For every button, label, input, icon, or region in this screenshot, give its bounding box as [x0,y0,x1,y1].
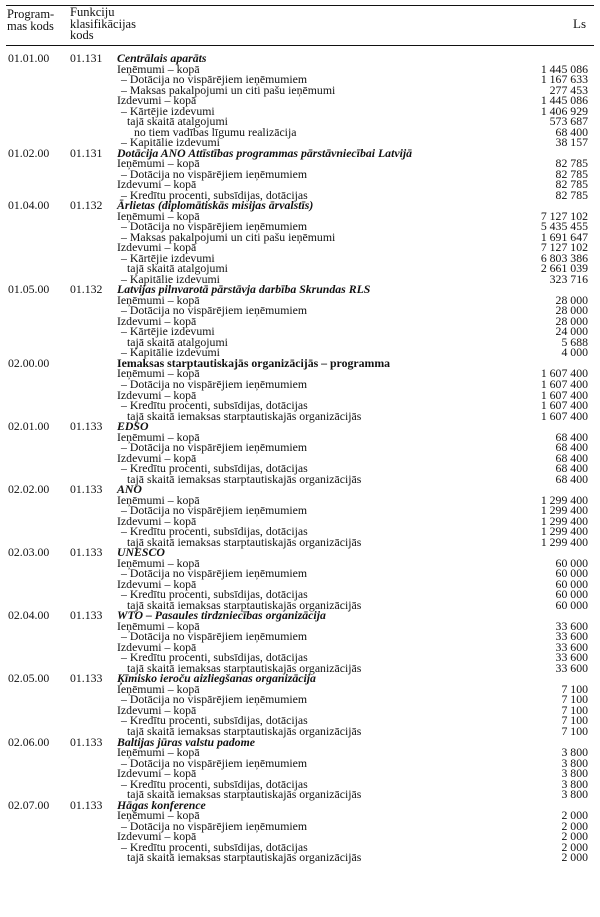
table-row [0,852,600,863]
row-value: 28 000 [555,313,588,328]
row-label: – Kredītu procenti, subsīdijas, dotācijas [121,713,308,728]
row-value: 60 000 [555,597,588,612]
program-code: 02.02.00 [8,482,50,497]
row-label: – Kapitālie izdevumi [121,345,220,360]
program-code: 01.05.00 [8,282,50,297]
section-title-row [0,200,600,211]
section-title-row [0,673,600,684]
header-function-line-2: klasifikācijas [70,16,136,31]
row-label: – Kapitālie izdevumi [121,135,220,150]
header-function-code [70,7,145,42]
row-label: – Kārtējie izdevumi [121,324,215,339]
section-title: UNESCO [117,545,165,560]
table-row [0,313,600,328]
table-row [0,818,600,833]
row-value: 60 000 [555,566,588,581]
row-value: 68 400 [555,461,588,476]
row-label: Ieņēmumi – kopā [117,492,200,507]
row-label: tajā skaitā atalgojumi [127,114,228,129]
table-row [0,166,600,181]
section-title: Iemaksas starptautiskajās organizācijās – programma [117,355,391,370]
row-label: Ieņēmumi – kopā [117,681,200,696]
row-value: 4 000 [561,345,588,360]
row-value: 2 000 [561,829,588,844]
section-title-row [0,284,600,295]
table-row [0,326,600,337]
row-label: Izdevumi – kopā [117,313,197,328]
row-label: Ieņēmumi – kopā [117,208,200,223]
row-value: 1 691 647 [540,229,588,244]
row-value: 3 800 [561,766,588,781]
row-value: 82 785 [555,177,588,192]
section-title: ANO [117,482,142,497]
program-code: 02.06.00 [8,734,50,749]
function-code: 01.133 [70,482,103,497]
row-label: – Dotācija no vispārējiem ieņēmumiem [121,72,308,87]
row-value: 1 607 400 [540,408,588,423]
row-value: 33 600 [555,618,588,633]
row-label: Izdevumi – kopā [117,177,197,192]
row-label: tajā skaitā iemaksas starptautiskajās organizācijās [127,408,362,423]
row-value: 24 000 [555,324,588,339]
row-value: 60 000 [555,587,588,602]
row-label: Ieņēmumi – kopā [117,156,200,171]
table-row [0,229,600,244]
row-label: Ieņēmumi – kopā [117,366,200,381]
row-label: tajā skaitā iemaksas starptautiskajās organizācijās [127,724,362,738]
row-value: 1 445 086 [540,93,588,108]
section-title-row [0,421,600,432]
table-row [0,631,600,642]
row-label: tajā skaitā iemaksas starptautiskajās organizācijās [127,850,362,865]
table-row [0,305,600,316]
section-title-row [0,355,600,370]
row-label: Izdevumi – kopā [117,387,197,402]
program-code: 02.07.00 [8,797,50,812]
row-label: – Kredītu procenti, subsīdijas, dotācijas [121,650,308,665]
row-label: Ieņēmumi – kopā [117,61,200,76]
row-label: tajā skaitā iemaksas starptautiskajās organizācijās [127,534,362,549]
section-title: Centrālais aparāts [117,51,207,65]
row-label: Ieņēmumi – kopā [117,429,200,444]
row-label: – Dotācija no vispārējiem ieņēmumiem [121,755,308,770]
row-value: 1 445 086 [540,61,588,76]
row-value: 82 785 [555,166,588,181]
row-label: Ieņēmumi – kopā [117,745,200,760]
program-code: 02.04.00 [8,608,50,623]
row-value: 2 661 039 [540,261,588,276]
function-code: 01.133 [70,419,103,434]
row-label: Izdevumi – kopā [117,639,197,654]
row-value: 1 167 633 [540,72,588,87]
row-value: 573 687 [549,114,588,129]
header-program-line-1: Program- [7,7,55,21]
row-label: – Dotācija no vispārējiem ieņēmumiem [121,818,308,833]
row-value: 7 127 102 [540,240,588,255]
table-row [0,568,600,579]
row-label: Ieņēmumi – kopā [117,555,200,570]
row-label: – Kredītu procenti, subsīdijas, dotācijas [121,839,308,854]
row-label: Izdevumi – kopā [117,576,197,591]
row-label: – Dotācija no vispārējiem ieņēmumiem [121,303,308,318]
program-code: 01.01.00 [8,51,50,65]
table-row [0,442,600,453]
row-label: tajā skaitā iemaksas starptautiskajās organizācijās [127,597,362,612]
section-title: Hāgas konference [117,797,206,812]
row-label: tajā skaitā iemaksas starptautiskajās organizācijās [127,660,362,675]
row-label: – Kredītu procenti, subsīdijas, dotācijas [121,461,308,476]
row-label: no tiem vadības līgumu realizācija [134,124,297,139]
row-value: 5 435 455 [540,219,588,234]
table-row [0,755,600,770]
section-title: Ķīmisko ieroču aizliegšanas organizācija [117,671,316,686]
table-row [0,242,600,253]
row-label: Izdevumi – kopā [117,829,197,844]
section-title-row [0,610,600,621]
row-label: – Dotācija no vispārējiem ieņēmumiem [121,566,308,581]
row-value: 1 607 400 [540,398,588,413]
row-value: 2 000 [561,818,588,833]
section-title: Ārlietas (diplomātiskās misijas ārvalstīs) [117,198,314,213]
row-label: – Maksas pakalpojumi un citi pašu ieņēmumi [121,82,336,97]
row-value: 1 406 929 [540,103,588,118]
row-label: – Dotācija no vispārējiem ieņēmumiem [121,376,308,391]
row-label: Ieņēmumi – kopā [117,808,200,823]
function-code: 01.131 [70,145,103,160]
function-code: 01.131 [70,51,103,65]
row-label: – Kredītu procenti, subsīdijas, dotācijas [121,524,308,539]
row-label: – Kārtējie izdevumi [121,250,215,265]
section-title: Baltijas jūras valstu padome [117,734,255,749]
row-value: 7 100 [561,713,588,728]
row-label: tajā skaitā iemaksas starptautiskajās organizācijās [127,787,362,802]
program-code: 01.02.00 [8,145,50,160]
row-label: – Kredītu procenti, subsīdijas, dotācijas [121,398,308,413]
row-label: Ieņēmumi – kopā [117,292,200,307]
section-title-row [0,484,600,495]
row-value: 68 400 [555,471,588,486]
function-code: 01.132 [70,282,103,297]
row-label: – Dotācija no vispārējiem ieņēmumiem [121,166,308,181]
row-label: – Dotācija no vispārējiem ieņēmumiem [121,503,308,518]
function-code: 01.133 [70,545,103,560]
row-value: 68 400 [555,429,588,444]
row-value: 1 299 400 [540,534,588,549]
row-value: 1 607 400 [540,366,588,381]
row-value: 6 803 386 [540,250,588,265]
row-value: 7 127 102 [540,208,588,223]
program-code: 02.01.00 [8,419,50,434]
row-value: 82 785 [555,187,588,202]
table-row [0,95,600,106]
row-value: 33 600 [555,629,588,644]
row-label: tajā skaitā iemaksas starptautiskajās organizācijās [127,471,362,486]
row-value: 28 000 [555,303,588,318]
row-label: Izdevumi – kopā [117,766,197,781]
section-title: Latvijas pilnvarotā pārstāvja darbība Skrundas RLS [117,282,371,297]
table-row [0,505,600,516]
row-value: 68 400 [555,440,588,455]
row-value: 2 000 [561,839,588,854]
row-value: 7 100 [561,681,588,696]
row-value: 33 600 [555,650,588,665]
row-label: Izdevumi – kopā [117,93,197,108]
table-row [0,82,600,97]
program-code: 01.04.00 [8,198,50,213]
row-value: 3 800 [561,745,588,760]
row-value: 1 607 400 [540,376,588,391]
row-label: Izdevumi – kopā [117,240,197,255]
row-value: 60 000 [555,576,588,591]
row-label: – Kapitālie izdevumi [121,271,220,286]
row-value: 277 453 [549,82,588,97]
row-label: – Kredītu procenti, subsīdijas, dotācijas [121,587,308,602]
section-title: Dotācija ANO Attīstības programmas pārstāvniecībai Latvijā [117,145,413,160]
row-value: 28 000 [555,292,588,307]
header-function-line-1: Funkciju [70,5,115,19]
section-title-row [0,734,600,749]
row-label: – Kredītu procenti, subsīdijas, dotācijas [121,776,308,791]
row-value: 2 000 [561,850,588,865]
program-code: 02.03.00 [8,545,50,560]
row-value: 7 100 [561,724,588,738]
row-label: – Dotācija no vispārējiem ieņēmumiem [121,219,308,234]
row-value: 1 607 400 [540,387,588,402]
row-label: – Dotācija no vispārējiem ieņēmumiem [121,629,308,644]
program-code: 02.00.00 [8,355,50,370]
row-value: 3 800 [561,776,588,791]
section-title: EDSO [117,419,149,434]
row-value: 1 299 400 [540,513,588,528]
row-value: 3 800 [561,787,588,802]
header-function-line-3: kods [70,28,94,42]
table-row [0,116,600,127]
header-program-line-2: mas kods [7,18,54,33]
row-value: 68 400 [555,124,588,139]
row-value: 38 157 [555,135,588,150]
row-value: 7 100 [561,702,588,717]
budget-table-body [0,53,600,863]
row-value: 323 716 [549,271,588,286]
table-row [0,103,600,118]
row-value: 1 299 400 [540,503,588,518]
row-value: 2 000 [561,808,588,823]
row-value: 1 299 400 [540,524,588,539]
table-row [0,250,600,265]
row-label: – Maksas pakalpojumi un citi pašu ieņēmumi [121,229,336,244]
row-value: 33 600 [555,639,588,654]
table-row [0,694,600,705]
header-currency: Ls [573,16,586,31]
row-label: Izdevumi – kopā [117,702,197,717]
table-row [0,124,600,139]
program-code: 02.05.00 [8,671,50,686]
table-row [0,334,600,349]
row-label: – Kredītu procenti, subsīdijas, dotācijas [121,187,308,202]
row-label: – Dotācija no vispārējiem ieņēmumiem [121,692,308,707]
table-row [0,263,600,274]
section-title-row [0,53,600,64]
row-value: 33 600 [555,660,588,675]
row-label: – Dotācija no vispārējiem ieņēmumiem [121,440,308,455]
header-program-code [7,9,69,32]
section-title: WTO – Pasaules tirdzniecības organizācija [117,608,326,623]
row-label: tajā skaitā atalgojumi [127,334,228,349]
row-value: 3 800 [561,755,588,770]
row-value: 5 688 [561,334,588,349]
row-label: Ieņēmumi – kopā [117,618,200,633]
row-label: tajā skaitā atalgojumi [127,261,228,276]
row-value: 7 100 [561,692,588,707]
header-rule [6,45,594,46]
row-label: Izdevumi – kopā [117,450,197,465]
function-code: 01.133 [70,608,103,623]
row-label: Izdevumi – kopā [117,513,197,528]
table-row [0,376,600,391]
row-label: – Kārtējie izdevumi [121,103,215,118]
function-code: 01.133 [70,797,103,812]
row-value: 82 785 [555,156,588,171]
function-code: 01.133 [70,671,103,686]
section-title-row [0,145,600,160]
section-title-row [0,797,600,812]
row-value: 1 299 400 [540,492,588,507]
row-value: 60 000 [555,555,588,570]
section-title-row [0,547,600,558]
function-code: 01.133 [70,734,103,749]
row-value: 68 400 [555,450,588,465]
function-code: 01.132 [70,198,103,213]
